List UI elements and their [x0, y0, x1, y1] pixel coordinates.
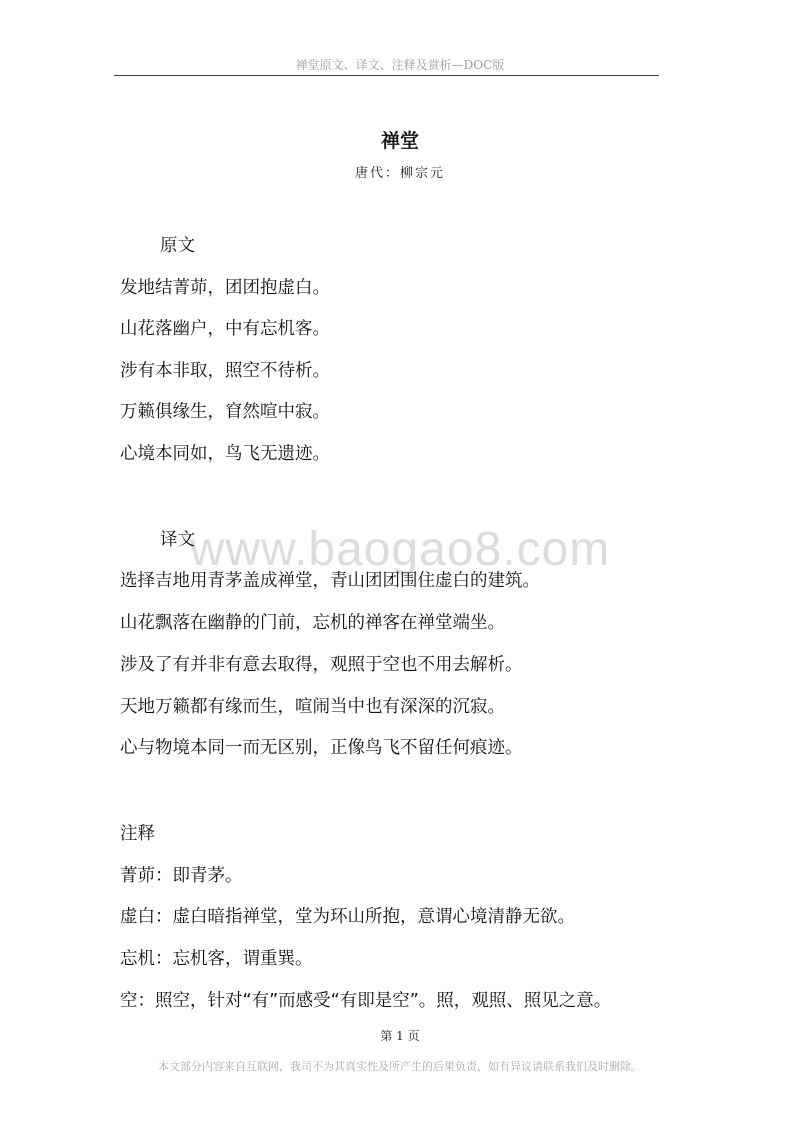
translation-line: 心与物境本同一而无区别，正像鸟飞不留任何痕迹。: [120, 738, 523, 758]
original-heading: 原文: [160, 236, 195, 256]
translation-line: 选择吉地用青茅盖成禅堂，青山团团围住虚白的建筑。: [120, 571, 540, 591]
note-line: 菁茆：即青茅。: [120, 866, 243, 886]
note-line: 虚白：虚白暗指禅堂，堂为环山所抱，意谓心境清静无欲。: [120, 907, 575, 927]
original-line: 山花落幽户，中有忘机客。: [120, 319, 330, 339]
watermark: www.baogao8.com: [189, 523, 611, 576]
translation-line: 涉及了有并非有意去取得，观照于空也不用去解析。: [120, 655, 523, 675]
document-author: 唐代：柳宗元: [354, 166, 445, 181]
document-title: 禅堂: [380, 130, 419, 152]
original-line: 发地结菁茆，团团抱虚白。: [120, 278, 330, 298]
original-line: 心境本同如，鸟飞无遗迹。: [120, 444, 330, 464]
page-header: 禅堂原文、译文、注释及赏析—DOC版: [295, 58, 505, 72]
notes-heading: 注释: [120, 824, 155, 844]
page-number: 第 1 页: [380, 1029, 420, 1043]
note-line: 空：照空，针对“有”而感受“有即是空”。照，观照、照见之意。: [120, 991, 612, 1011]
header-divider: [114, 75, 659, 76]
note-line: 忘机：忘机客，谓重巽。: [120, 949, 313, 969]
translation-line: 天地万籁都有缘而生，喧闹当中也有深深的沉寂。: [120, 697, 505, 717]
original-line: 涉有本非取，照空不待析。: [120, 361, 330, 381]
translation-line: 山花飘落在幽静的门前，忘机的禅客在禅堂端坐。: [120, 613, 505, 633]
translation-heading: 译文: [160, 530, 195, 550]
footer-disclaimer: 本文部分内容来自互联网，我司不为其真实性及所产生的后果负责，如有异议请联系我们及时删除。: [158, 1060, 642, 1073]
original-line: 万籁俱缘生，窅然喧中寂。: [120, 402, 330, 422]
